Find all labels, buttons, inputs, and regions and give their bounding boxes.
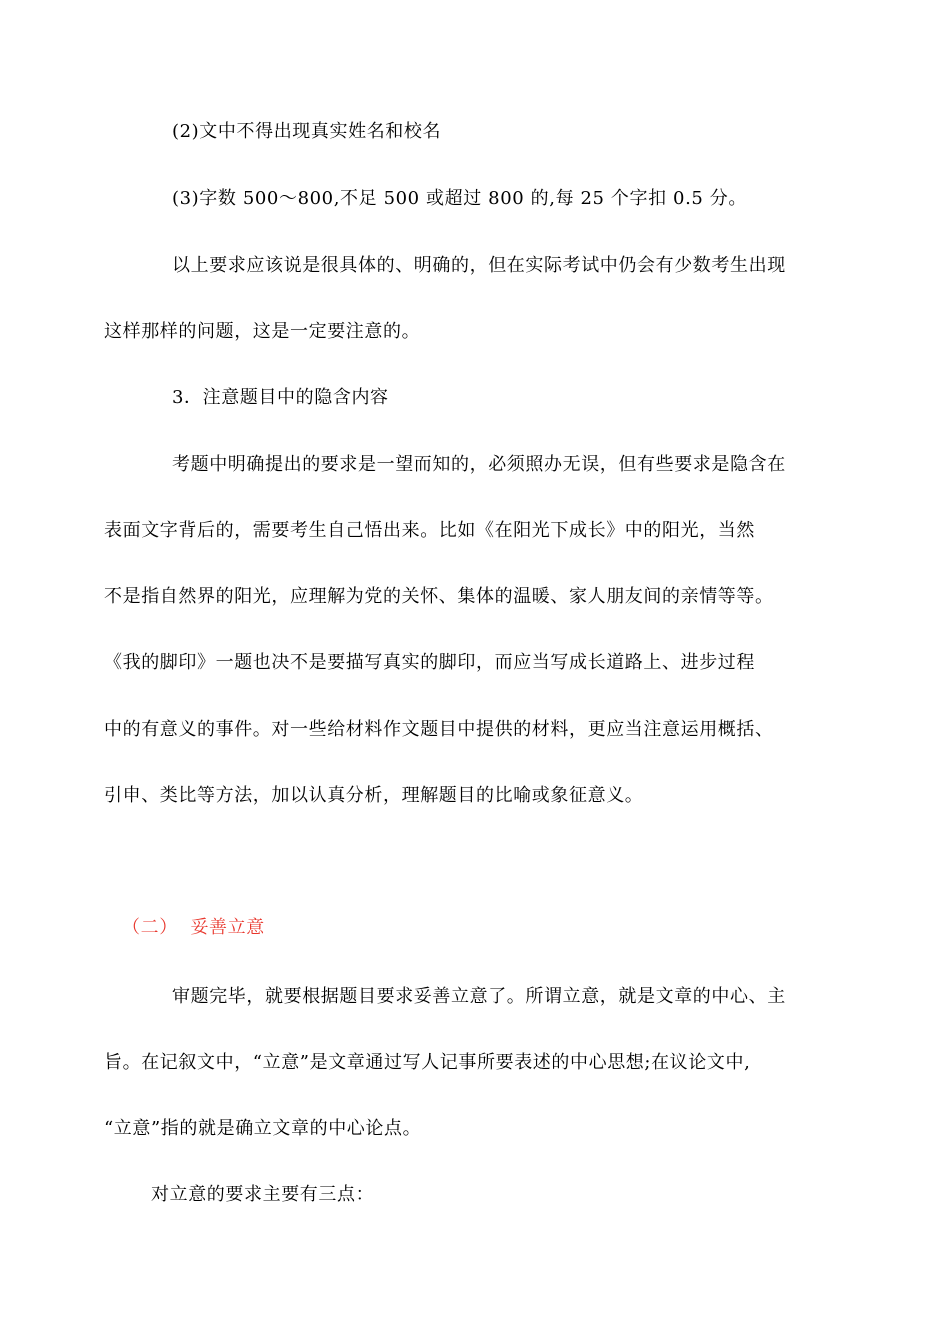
paragraph-line: 旨。在记叙文中，“立意”是文章通过写人记事所要表述的中心思想;在议论文中, [104, 1052, 751, 1073]
requirement-item-3: (3)字数 500～800,不足 500 或超过 800 的,每 25 个字扣 0.5 分。 [172, 188, 747, 209]
paragraph-line: 对立意的要求主要有三点： [151, 1184, 375, 1205]
paragraph-line: 审题完毕，就要根据题目要求妥善立意了。所谓立意，就是文章的中心、主 [172, 986, 786, 1007]
paragraph-line: 以上要求应该说是很具体的、明确的，但在实际考试中仍会有少数考生出现 [172, 255, 786, 276]
subsection-heading: （二） 妥善立意 [122, 917, 265, 938]
paragraph-line: 中的有意义的事件。对一些给材料作文题目中提供的材料，更应当注意运用概括、 [104, 719, 774, 740]
paragraph-line: 这样那样的问题，这是一定要注意的。 [104, 321, 421, 342]
paragraph-line: 引申、类比等方法，加以认真分析，理解题目的比喻或象征意义。 [104, 785, 644, 806]
requirement-item-2: (2)文中不得出现真实姓名和校名 [172, 121, 442, 142]
section-heading: 3．注意题目中的隐含内容 [172, 387, 389, 408]
paragraph-line: 不是指自然界的阳光，应理解为党的关怀、集体的温暖、家人朋友间的亲情等等。 [104, 586, 774, 607]
paragraph-line: “立意”指的就是确立文章的中心论点。 [104, 1118, 422, 1139]
paragraph-line: 《我的脚印》一题也决不是要描写真实的脚印，而应当写成长道路上、进步过程 [104, 652, 755, 673]
paragraph-line: 考题中明确提出的要求是一望而知的，必须照办无误，但有些要求是隐含在 [172, 454, 786, 475]
paragraph-line: 表面文字背后的，需要考生自己悟出来。比如《在阳光下成长》中的阳光，当然 [104, 520, 755, 541]
